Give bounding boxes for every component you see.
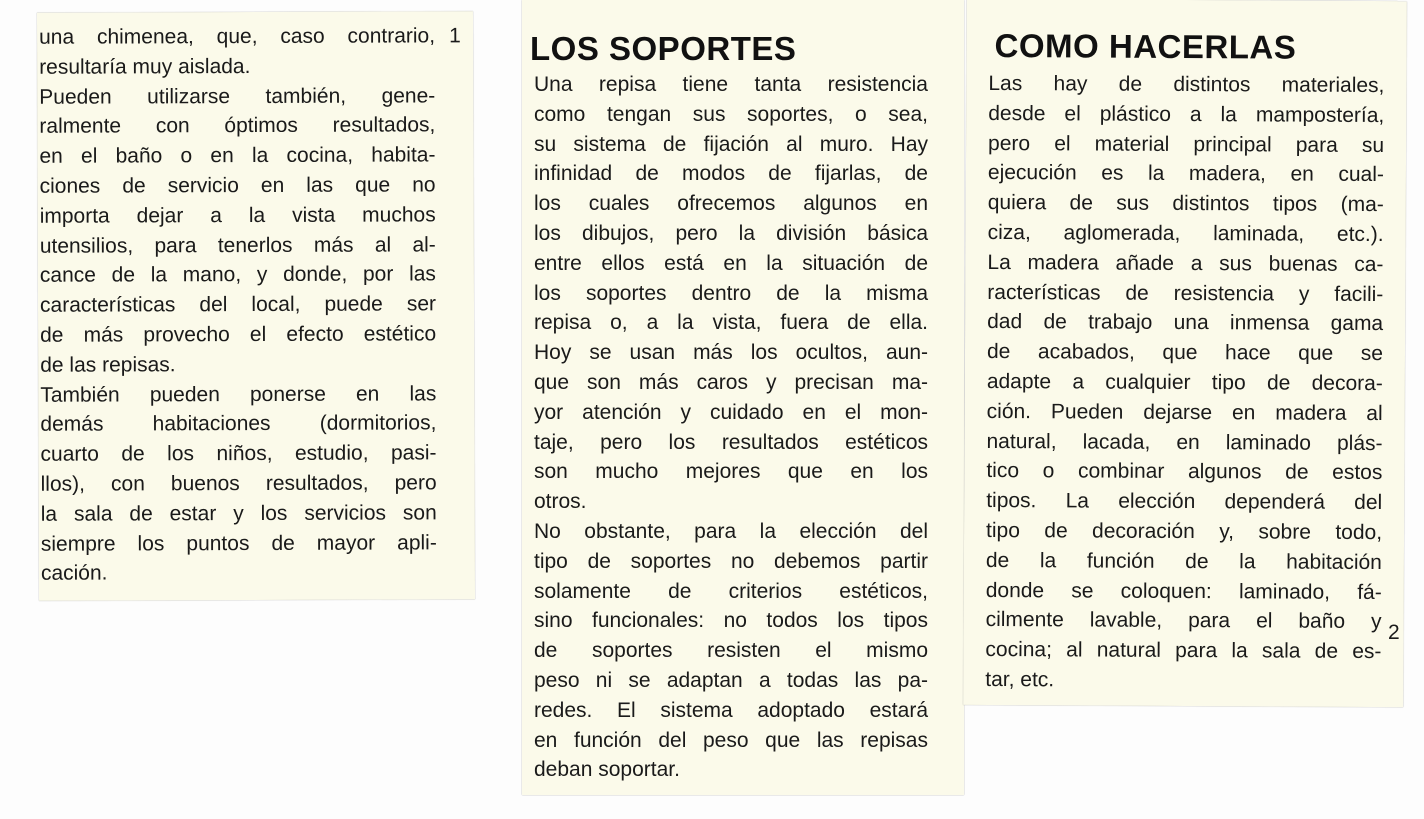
text-line: una chimenea, que, caso contrario, — [39, 24, 436, 49]
text-line: natural, lacada, en laminado plás- — [986, 429, 1383, 455]
text-line: cilmente lavable, para el baño y — [985, 608, 1382, 634]
text-line: como tengan sus soportes, o sea, — [534, 102, 928, 126]
text-line: ciones de servicio en las que no — [39, 173, 436, 198]
text-line: cación. — [40, 561, 108, 586]
section-title-los-soportes: LOS SOPORTES — [530, 30, 797, 67]
text-line: ciza, aglomerada, laminada, etc.). — [987, 220, 1384, 247]
text-line: su sistema de fijación al muro. Hay — [534, 132, 928, 156]
text-line: deban soportar. — [534, 758, 680, 782]
text-line: son mucho mejores que en los — [534, 460, 928, 484]
text-line: donde se coloquen: laminado, fá- — [985, 578, 1382, 604]
text-line: Una repisa tiene tanta resistencia — [534, 73, 928, 96]
text-line: ción. Pueden dejarse en madera al — [986, 399, 1383, 425]
text-line: pero el material principal para su — [988, 131, 1385, 157]
text-line: tar, etc. — [985, 667, 1055, 692]
text-line: en función del peso que las repisas — [534, 728, 928, 752]
text-line: peso ni se adaptan a todas las pa- — [534, 669, 928, 692]
text-line: tico o combinar algunos de estos — [986, 459, 1383, 485]
text-line: yor atención y cuidado en el mon- — [534, 400, 928, 424]
page-number-2: 2 — [1388, 621, 1400, 644]
text-line: la sala de estar y los servicios son — [40, 501, 437, 526]
column-3-text — [985, 69, 1385, 692]
text-line: de la función de la habitación — [985, 548, 1382, 574]
text-line: de acabados, que hace que se — [986, 340, 1384, 366]
text-line: taje, pero los resultados estéticos — [534, 430, 928, 454]
text-line: resultaría muy aislada. — [39, 54, 251, 79]
text-line: demás habitaciones (dormitorios, — [40, 411, 437, 437]
text-line: infinidad de modos de fijarlas, de — [534, 162, 928, 186]
text-line: los dibujos, pero la división básica — [534, 222, 928, 245]
text-line: dad de trabajo una inmensa gama — [987, 310, 1384, 336]
text-line: tipo de soportes no debemos partir — [534, 549, 928, 573]
text-line: racterísticas de resistencia y facili- — [987, 280, 1384, 306]
text-line: La madera añade a sus buenas ca- — [987, 250, 1384, 276]
text-line: cocina; al natural para la sala de es- — [985, 638, 1382, 664]
clipping-column-3 — [963, 0, 1407, 707]
text-line: que son más caros y precisan ma- — [534, 371, 928, 394]
text-line: Hoy se usan más los ocultos, aun- — [534, 341, 928, 365]
clipping-column-1 — [37, 11, 475, 601]
text-line: sino funcionales: no todos los tipos — [534, 609, 928, 633]
text-line: quiera de sus distintos tipos (ma- — [987, 191, 1384, 217]
text-line: los cuales ofrecemos algunos en — [534, 192, 928, 216]
text-line: cance de la mano, y donde, por las — [39, 262, 436, 288]
text-line: tipos. La elección dependerá del — [986, 489, 1383, 515]
text-line: Las hay de distintos materiales, — [988, 71, 1385, 98]
text-line: También pueden ponerse en las — [40, 381, 437, 407]
text-line: tipo de decoración y, sobre todo, — [986, 518, 1383, 545]
text-line: otros. — [534, 490, 587, 514]
text-line: repisa o, a la vista, fuera de ella. — [534, 311, 928, 335]
text-line: adapte a cualquier tipo de decora- — [986, 369, 1383, 396]
text-line: siempre los puntos de mayor apli- — [40, 530, 437, 556]
text-line: desde el plástico a la mampostería, — [988, 101, 1385, 127]
clipping-column-2 — [522, 0, 964, 795]
text-line: No obstante, para la elección del — [534, 520, 928, 543]
text-line: Pueden utilizarse también, gene- — [39, 83, 436, 109]
page-number-1: 1 — [449, 24, 461, 48]
text-line: solamente de criterios estéticos, — [534, 579, 928, 603]
text-line: en el baño o en la cocina, habita- — [39, 143, 436, 168]
text-line: de soportes resisten el mismo — [534, 639, 928, 663]
text-line: de las repisas. — [40, 353, 176, 377]
text-line: llos), con buenos resultados, pero — [40, 471, 437, 496]
column-1-text — [39, 21, 437, 586]
text-line: de más provecho el efecto estético — [40, 322, 437, 347]
text-line: ralmente con óptimos resultados, — [39, 113, 436, 139]
text-line: ejecución es la madera, en cual- — [987, 161, 1384, 187]
text-line: características del local, puede ser — [39, 292, 437, 317]
text-line: entre ellos está en la situación de — [534, 251, 928, 275]
text-line: redes. El sistema adoptado estará — [534, 698, 928, 722]
text-line: los soportes dentro de la misma — [534, 281, 928, 305]
text-line: importa dejar a la vista muchos — [39, 203, 436, 228]
text-line: utensilios, para tenerlos más al al- — [39, 232, 436, 258]
section-title-como-hacerlas: COMO HACERLAS — [994, 26, 1297, 66]
text-line: cuarto de los niños, estudio, pasi- — [40, 441, 437, 466]
